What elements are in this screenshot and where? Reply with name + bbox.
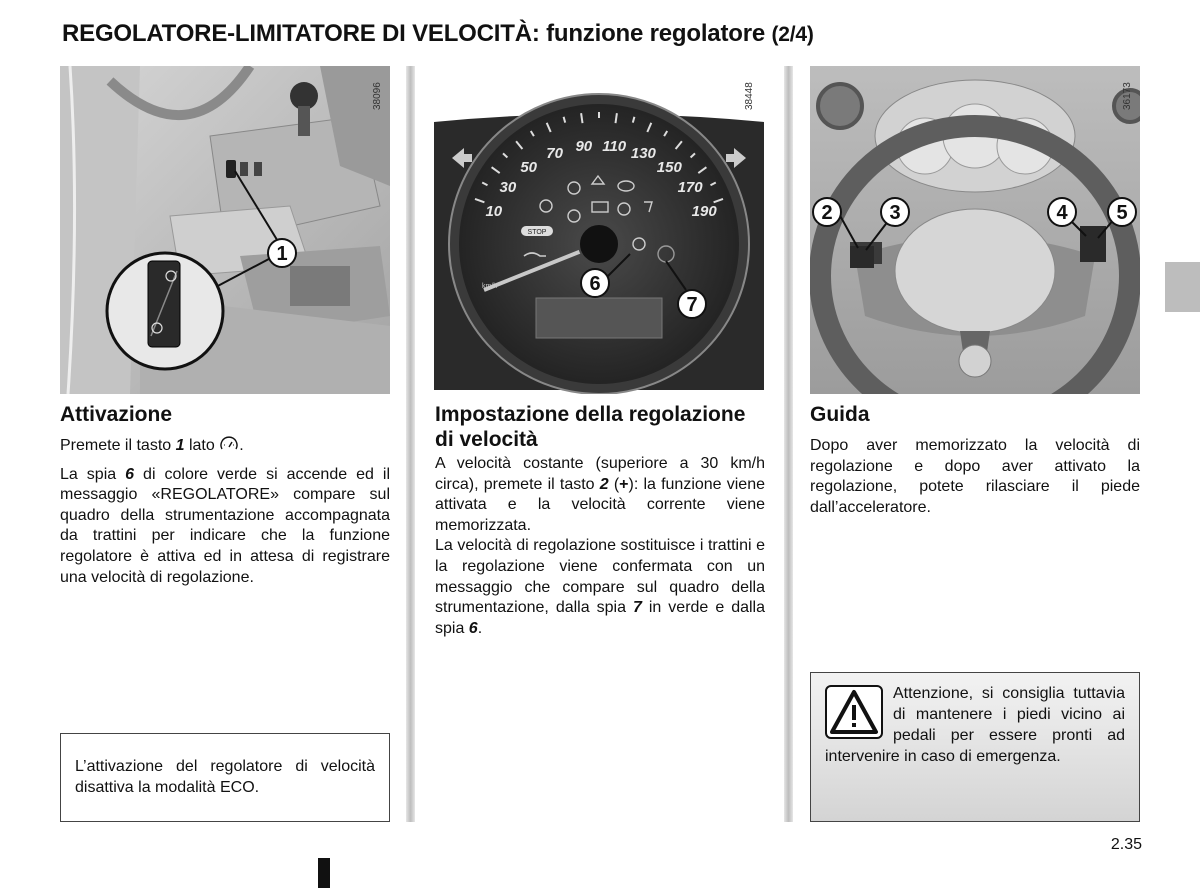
speed-setting-heading: Impostazione della regolazione di velocità (435, 403, 746, 451)
display-screen (536, 298, 662, 338)
warning-note-text: Attenzione, si consiglia tuttavia di mantenere i piedi vicino ai pedali per essere pronti ad intervenire in caso di emergenza. (825, 685, 1125, 765)
column-activation (60, 402, 390, 596)
callout-6-label: 6 (589, 273, 601, 295)
callout-3-label: 3 (889, 202, 901, 224)
column-speed-setting (435, 402, 765, 647)
speed-label: 150 (656, 159, 682, 177)
text-run: . (239, 437, 244, 454)
text-run: A velocità costante (superiore a 30 km/h circa), premete il tasto (435, 455, 765, 493)
stop-indicator-label: STOP (527, 229, 547, 236)
callout-7-label: 7 (686, 294, 698, 316)
speed-unit-label: km/h (482, 283, 498, 290)
text-run: Premete il tasto (60, 437, 176, 454)
ref-number: 6 (125, 465, 135, 483)
ref-number: 2 (599, 475, 609, 493)
speed-setting-paragraph-1 (435, 454, 765, 536)
speed-label: 30 (499, 178, 517, 196)
speed-label: 10 (485, 202, 503, 220)
eco-note-text: L’attivazione del regolatore di velocità disattiva la modalità ECO. (75, 758, 375, 796)
text-run: ): la funzione viene attivata e la velocità corrente viene memorizzata. (435, 475, 766, 534)
steering-airbag-cover (895, 209, 1055, 333)
text-run: . (477, 619, 483, 637)
activation-paragraph-1 (60, 436, 390, 457)
speed-label: 170 (677, 178, 703, 196)
speed-tick (616, 113, 617, 123)
warning-note-box (810, 672, 1140, 822)
ref-number: 6 (468, 619, 478, 637)
speed-label: 110 (602, 137, 627, 155)
callout-2-label: 2 (821, 202, 833, 224)
activation-heading: Attivazione (60, 403, 173, 426)
column-driving (810, 402, 1140, 526)
speed-label: 70 (546, 145, 563, 163)
driving-heading: Guida (810, 403, 870, 426)
text-run: La velocità di regolazione sostituisce i trattini e la regolazione viene confermata con un messaggio che compare sul quadro della strumentazione, dalla spia (435, 537, 765, 617)
driving-paragraph: Dopo aver memorizzato la velocità di regolazione e dopo aver attivato la regolazione, potete rilasciare il piede dall’acceleratore. (810, 437, 1140, 516)
ref-number: 7 (632, 599, 642, 617)
text-run: in verde e dalla spia (435, 599, 766, 637)
figure-instrument-cluster (434, 66, 764, 394)
speed-label: 50 (520, 159, 538, 177)
figure-dashboard-switch (60, 66, 390, 394)
eco-note-box (60, 733, 390, 822)
speed-setting-paragraph-2 (435, 536, 765, 639)
speed-label: 190 (691, 202, 717, 220)
page-number: 2.35 (1110, 836, 1142, 853)
speed-label: 90 (575, 137, 593, 155)
page-title (62, 20, 814, 48)
text-run: ( (608, 475, 620, 493)
callout-4-label: 4 (1056, 202, 1068, 224)
page-title-part: (2/4) (771, 23, 814, 46)
needle-hub (579, 224, 619, 264)
text-run: La spia (60, 465, 126, 483)
crop-mark (318, 858, 330, 888)
warning-triangle-icon (825, 685, 883, 739)
speed-label: 130 (630, 145, 656, 163)
text-run: di colore verde si accende ed il messaggio «REGOLATORE» compare sul quadro della strumentazione accompagnata da trattini per indicare che la funzione regolatore è attiva ed in attesa di registrare una velocità di regolazione. (60, 465, 390, 586)
figure-ref-number: 38448 (744, 82, 755, 110)
page-title-main: REGOLATORE-LIMITATORE DI VELOCITÀ: funzione regolatore (62, 20, 765, 47)
column-divider-left (406, 66, 415, 822)
figure-ref-number: 36173 (1122, 82, 1133, 110)
figure-ref-number: 38096 (372, 82, 383, 110)
text-run: lato (184, 437, 220, 454)
steering-left-switch (850, 246, 874, 268)
activation-paragraph-2 (60, 465, 390, 589)
plus-symbol: + (619, 475, 629, 493)
section-tab (1165, 262, 1200, 312)
callout-1-label: 1 (276, 243, 288, 265)
speedometer-regulator-icon (219, 436, 239, 452)
ref-number: 1 (175, 437, 185, 454)
figure-steering-wheel (810, 66, 1140, 394)
callout-5-label: 5 (1116, 202, 1128, 224)
column-divider-right (784, 66, 793, 822)
steering-right-switch (1080, 226, 1106, 262)
speed-tick (581, 113, 582, 123)
